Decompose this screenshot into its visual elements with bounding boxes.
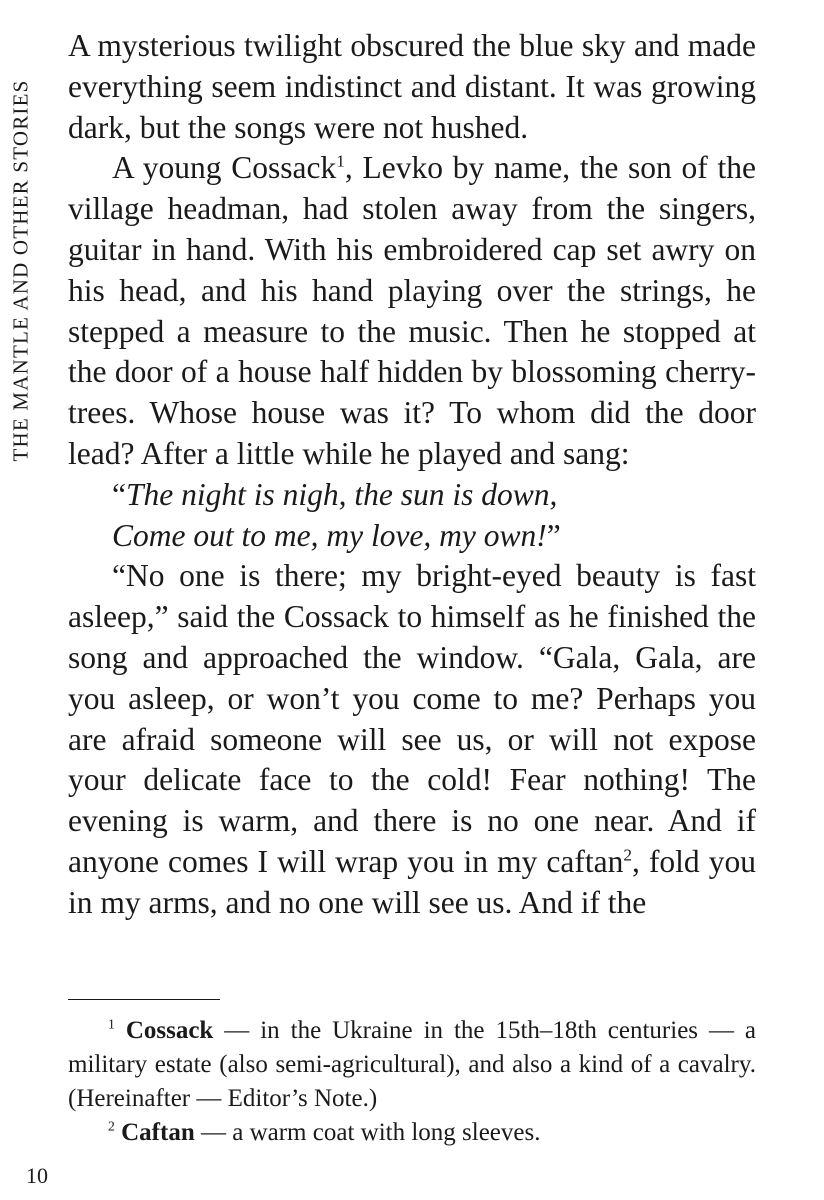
verse-line-1 [68,475,756,516]
verse-line-1-text: The night is nigh, the sun is down, [125,476,558,512]
paragraph-2-text-end: , Levko by name, the son of the village headman, had stolen away from the singers, guitar in hand. With his embroidered cap set awry on his head, and his hand playing over the strings, he stepped a measure to the music. Then he stopped at the door of a house half hidden by blossoming cherry-trees. Whose house was it? To whom did the door lead? After a little while he played and sang: [68,150,757,471]
footnote-2-mark: 2 [108,1118,115,1134]
footnote-1-term: Cossack [125,1017,214,1044]
verse-open-quote: “ [112,476,126,512]
paragraph-2 [68,148,756,474]
page-number: 10 [26,1163,48,1188]
paragraph-2-text-start: A young Cossack [112,150,337,186]
body-text [68,26,756,924]
footnote-ref-1: 1 [336,151,345,171]
paragraph-3-text-start: “No one is there; my bright-eyed beauty is fast asleep,” said the Cossack to himself as he finished the song and approached the window. “Gala, Gala, are you asleep, or won’t you come to me? Perhaps you are afraid someone will see us, or will not expose your delicate face to the cold! Fear nothing! The evening is warm, and there is no one near. And if anyone comes I will wrap you in my caftan [68,558,756,879]
footnote-2 [68,1116,756,1150]
footnote-ref-2: 2 [623,845,632,865]
footnote-1-mark: 1 [108,1016,115,1032]
paragraph-3-text-end: , fold you in my arms, and no one will see us. And if the [68,843,756,920]
footnote-1 [68,1014,756,1116]
paragraph-3 [68,556,756,923]
verse-close-quote: ” [546,517,561,553]
verse-line-2 [68,516,756,557]
running-head [8,30,34,510]
footnote-divider [68,999,220,1000]
running-head-text: THE MANTLE AND OTHER STORIES [8,78,33,462]
footnote-1-text: — in the Ukraine in the 15th–18th centuries — a military estate (also semi-agricultural), and also a kind of a cavalry. (Hereinafter — Editor’s Note.) [68,1017,757,1112]
footnote-2-text: — a warm coat with long sleeves. [194,1119,541,1146]
verse-line-2-text: Come out to me, my love, my own! [112,517,547,553]
paragraph-1: A mysterious twilight obscured the blue sky and made everything seem indistinct and distant. It was growing dark, but the songs were not hushed. [68,28,756,145]
footnote-2-term: Caftan [121,1119,195,1146]
footnotes [68,1014,756,1150]
